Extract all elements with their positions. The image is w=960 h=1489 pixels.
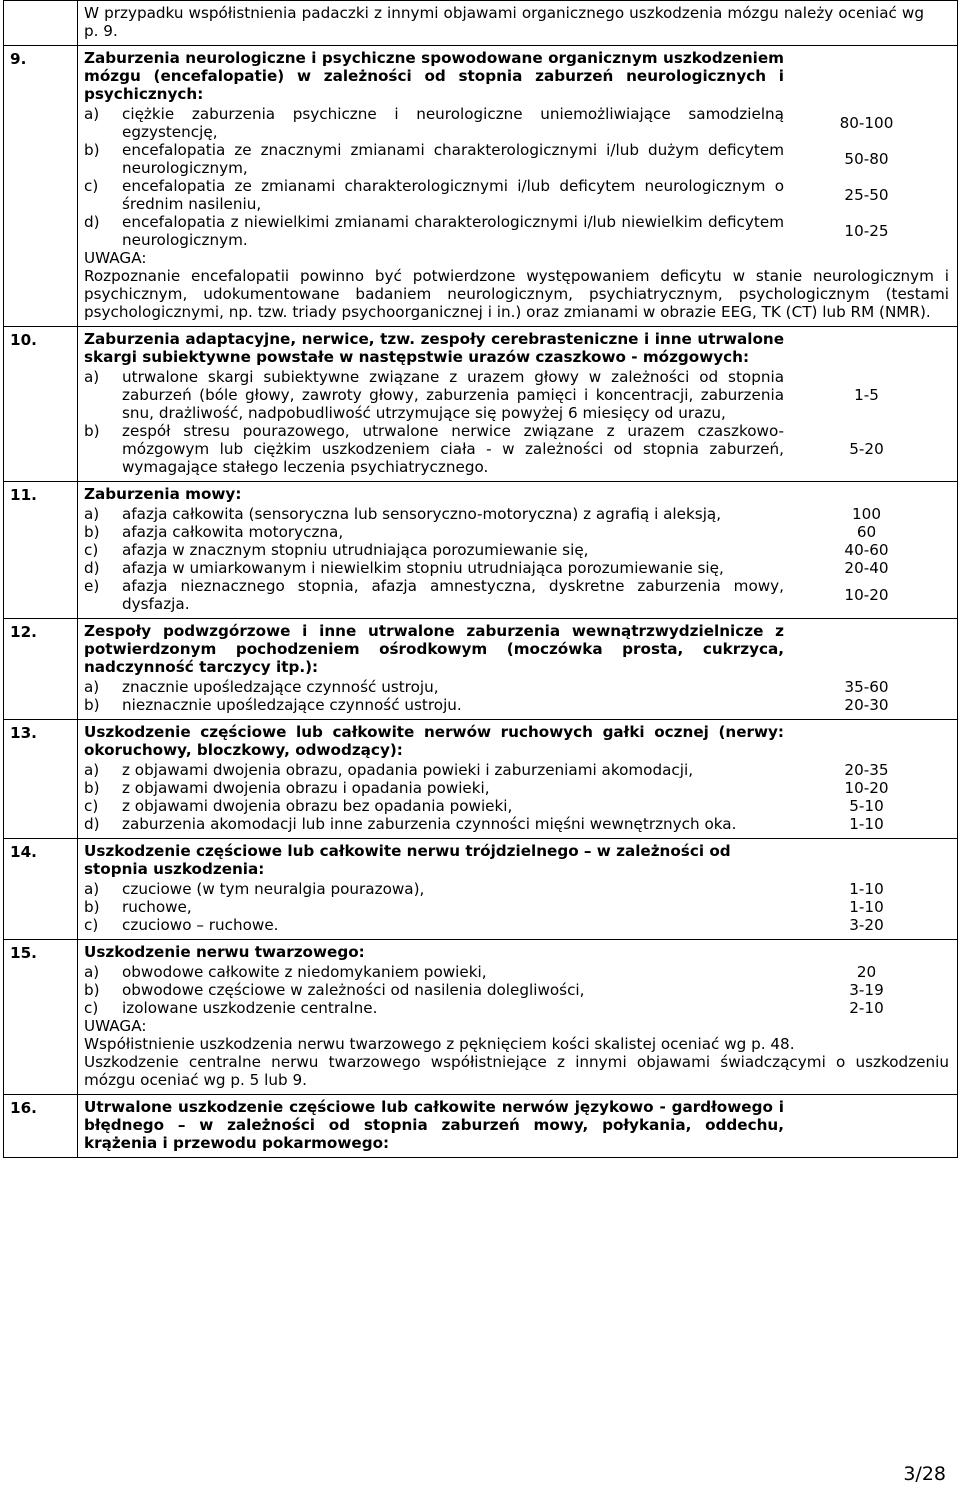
section-9 <box>4 46 958 327</box>
list-item: c) izolowane uszkodzenie centralne. 2-10 <box>84 999 949 1017</box>
list-item: c) czuciowo – ruchowe. 3-20 <box>84 916 949 934</box>
score-value: 20-30 <box>844 696 889 714</box>
list-item: b) zespół stresu pourazowego, utrwalone nerwice związane z urazem czaszkowo-mózgowym lub ciężkim uszkodzeniem ciała - w zależności od stopnia zaburzeń, wymagające stałego leczenia psychiatrycznego. 5-20 <box>84 422 949 476</box>
score-value: 50-80 <box>844 150 889 168</box>
score-value: 10-25 <box>844 222 889 240</box>
section-15-content <box>78 940 958 1095</box>
section-13-content <box>78 720 958 839</box>
score-value: 3-19 <box>849 981 884 999</box>
page-number: 3/28 <box>903 1463 946 1485</box>
intro-row <box>4 1 958 46</box>
section-15 <box>4 940 958 1095</box>
list-item: a) utrwalone skargi subiektywne związane z urazem głowy w zależności od stopnia zaburzeń (bóle głowy, zawroty głowy, zaburzenia pamięci i koncentracji, zaburzenia snu, drażliwość, nadpobudliwość utrzymujące się powyżej 6 miesięcy od urazu, 1-5 <box>84 368 949 422</box>
section-16 <box>4 1095 958 1158</box>
section-number: 10. <box>4 327 78 482</box>
section-title: Utrwalone uszkodzenie częściowe lub całkowite nerwów językowo - gardłowego i błędnego – w zależności od stopnia zaburzeń mowy, połykania, oddechu, krążenia i przewodu pokarmowego: <box>84 1098 784 1152</box>
list-item: a) z objawami dwojenia obrazu, opadania powieki i zaburzeniami akomodacji, 20-35 <box>84 761 949 779</box>
score-value: 40-60 <box>844 541 889 559</box>
note-text: Uszkodzenie centralne nerwu twarzowego współistniejące z innymi objawami świadczącymi o uszkodzeniu mózgu oceniać wg p. 5 lub 9. <box>84 1053 949 1089</box>
section-number: 9. <box>4 46 78 327</box>
score-value: 3-20 <box>849 916 884 934</box>
list-item: a) ciężkie zaburzenia psychiczne i neurologiczne uniemożliwiające samodzielną egzystencję, 80-100 <box>84 105 949 141</box>
score-value: 10-20 <box>844 586 889 604</box>
section-number: 12. <box>4 619 78 720</box>
section-14 <box>4 839 958 940</box>
score-value: 5-20 <box>849 440 884 458</box>
section-number: 15. <box>4 940 78 1095</box>
score-value: 1-10 <box>849 880 884 898</box>
intro-text: W przypadku współistnienia padaczki z innymi objawami organicznego uszkodzenia mózgu należy oceniać wg p. 9. <box>84 4 924 40</box>
score-value: 60 <box>856 523 877 541</box>
list-item: b) z objawami dwojenia obrazu i opadania powieki, 10-20 <box>84 779 949 797</box>
score-value: 1-10 <box>849 815 884 833</box>
list-item: b) obwodowe częściowe w zależności od nasilenia dolegliwości, 3-19 <box>84 981 949 999</box>
section-title: Uszkodzenie częściowe lub całkowite nerwu trójdzielnego – w zależności od stopnia uszkodzenia: <box>84 842 731 878</box>
list-item: c) z objawami dwojenia obrazu bez opadania powieki, 5-10 <box>84 797 949 815</box>
list-item: c) encefalopatia ze zmianami charakterologicznymi i/lub deficytem neurologicznym o średnim nasileniu, 25-50 <box>84 177 949 213</box>
section-11-content <box>78 482 958 619</box>
section-title: Zespoły podwzgórzowe i inne utrwalone zaburzenia wewnątrzwydzielnicze z potwierdzonym pochodzeniem ośrodkowym (moczówka prosta, cukrzyca, nadczynność tarczycy itp.): <box>84 622 784 676</box>
section-title: Zaburzenia mowy: <box>84 485 242 503</box>
list-item: d) zaburzenia akomodacji lub inne zaburzenia czynności mięśni wewnętrznych oka. 1-10 <box>84 815 949 833</box>
list-item: b) nieznacznie upośledzające czynność ustroju. 20-30 <box>84 696 949 714</box>
score-value: 80-100 <box>839 114 894 132</box>
section-14-content <box>78 839 958 940</box>
list-item: a) afazja całkowita (sensoryczna lub sensoryczno-motoryczna) z agrafią i aleksją, 100 <box>84 505 949 523</box>
list-item: b) ruchowe, 1-10 <box>84 898 949 916</box>
section-number: 13. <box>4 720 78 839</box>
section-number: 16. <box>4 1095 78 1158</box>
score-value: 100 <box>852 505 881 523</box>
list-item: d) afazja w umiarkowanym i niewielkim stopniu utrudniająca porozumiewanie się, 20-40 <box>84 559 949 577</box>
intro-cell <box>78 1 958 46</box>
section-number: 14. <box>4 839 78 940</box>
list-item: d) encefalopatia z niewielkimi zmianami charakterologicznymi i/lub niewielkim deficytem neurologicznym. 10-25 <box>84 213 949 249</box>
list-item: a) czuciowe (w tym neuralgia pourazowa), 1-10 <box>84 880 949 898</box>
section-13 <box>4 720 958 839</box>
score-value: 35-60 <box>844 678 889 696</box>
list-item: e) afazja nieznacznego stopnia, afazja amnestyczna, dyskretne zaburzenia mowy, dysfazja. 10-20 <box>84 577 949 613</box>
list-item: c) afazja w znacznym stopniu utrudniająca porozumiewanie się, 40-60 <box>84 541 949 559</box>
score-value: 25-50 <box>844 186 889 204</box>
document-table <box>3 0 958 1158</box>
list-item: a) znacznie upośledzające czynność ustroju, 35-60 <box>84 678 949 696</box>
score-value: 1-10 <box>849 898 884 916</box>
note-heading: UWAGA: <box>84 249 147 267</box>
score-value: 20-40 <box>844 559 889 577</box>
section-12 <box>4 619 958 720</box>
score-value: 20 <box>856 963 877 981</box>
note-heading: UWAGA: <box>84 1017 147 1035</box>
section-title: Zaburzenia adaptacyjne, nerwice, tzw. zespoły cerebrasteniczne i inne utrwalone skargi subiektywne powstałe w następstwie urazów czaszkowo - mózgowych: <box>84 330 784 366</box>
score-value: 10-20 <box>844 779 889 797</box>
score-value: 2-10 <box>849 999 884 1017</box>
note-text: Współistnienie uszkodzenia nerwu twarzowego z pęknięciem kości skalistej oceniać wg p. 48. <box>84 1035 795 1053</box>
intro-num-cell <box>4 1 78 46</box>
section-10-content <box>78 327 958 482</box>
section-10 <box>4 327 958 482</box>
section-9-content <box>78 46 958 327</box>
list-item: b) encefalopatia ze znacznymi zmianami charakterologicznymi i/lub dużym deficytem neurologicznym, 50-80 <box>84 141 949 177</box>
section-number: 11. <box>4 482 78 619</box>
section-title: Zaburzenia neurologiczne i psychiczne spowodowane organicznym uszkodzeniem mózgu (encefalopatie) w zależności od stopnia zaburzeń neurologicznych i psychicznych: <box>84 49 784 103</box>
section-11 <box>4 482 958 619</box>
section-16-content <box>78 1095 958 1158</box>
score-value: 5-10 <box>849 797 884 815</box>
section-title: Uszkodzenie częściowe lub całkowite nerwów ruchowych gałki ocznej (nerwy: okoruchowy, bloczkowy, odwodzący): <box>84 723 784 759</box>
list-item: b) afazja całkowita motoryczna, 60 <box>84 523 949 541</box>
section-title: Uszkodzenie nerwu twarzowego: <box>84 943 365 961</box>
score-value: 1-5 <box>854 386 879 404</box>
score-value: 20-35 <box>844 761 889 779</box>
section-12-content <box>78 619 958 720</box>
note-text: Rozpoznanie encefalopatii powinno być potwierdzone występowaniem deficytu w stanie neurologicznym i psychicznym, udokumentowane badaniem neurologicznym, psychiatrycznym, psychologicznym (testami psychologicznymi, np. tzw. triady psychoorganicznej i in.) oraz zmianami w obrazie EEG, TK (CT) lub RM (NMR). <box>84 267 949 321</box>
list-item: a) obwodowe całkowite z niedomykaniem powieki, 20 <box>84 963 949 981</box>
